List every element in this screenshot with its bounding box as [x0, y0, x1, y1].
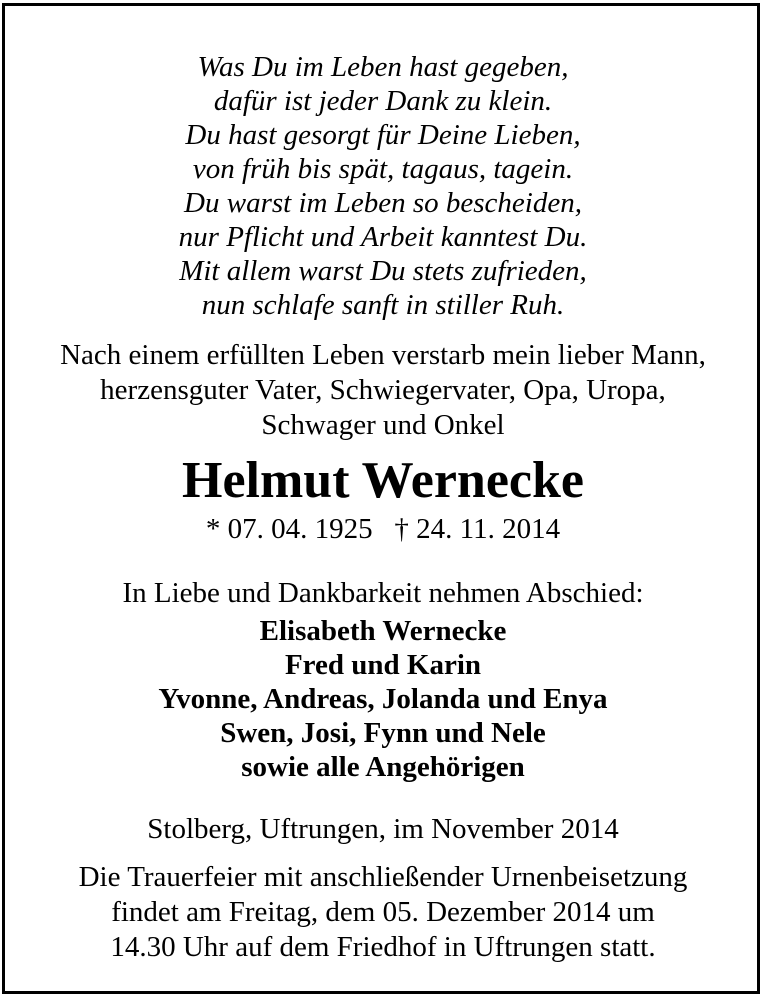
mourner-line: Yvonne, Andreas, Jolanda und Enya — [158, 683, 608, 715]
intro-line: Nach einem erfüllten Leben verstarb mein lieber Mann, — [60, 339, 706, 371]
poem-line: von früh bis spät, tagaus, tagein. — [192, 153, 574, 185]
mourner-line: sowie alle Angehörigen — [241, 751, 525, 783]
intro-line: herzensguter Vater, Schwiegervater, Opa, Uropa, — [100, 374, 666, 406]
poem-line: Du hast gesorgt für Deine Lieben, — [185, 119, 581, 151]
funeral-info-line: 14.30 Uhr auf dem Friedhof in Uftrungen statt. — [110, 931, 656, 963]
deceased-name: Helmut Wernecke — [182, 452, 584, 509]
funeral-info-line: Die Trauerfeier mit anschließender Urnenbeisetzung — [78, 861, 688, 893]
mourner-line: Elisabeth Wernecke — [259, 615, 507, 647]
poem-line: Was Du im Leben hast gegeben, — [197, 51, 569, 83]
mourner-line: Swen, Josi, Fynn und Nele — [220, 717, 546, 749]
poem-line: nur Pflicht und Arbeit kanntest Du. — [178, 221, 588, 253]
life-dates: * 07. 04. 1925 † 24. 11. 2014 — [205, 513, 561, 545]
place-date: Stolberg, Uftrungen, im November 2014 — [147, 813, 619, 845]
poem-line: dafür ist jeder Dank zu klein. — [213, 85, 553, 117]
farewell-intro: In Liebe und Dankbarkeit nehmen Abschied: — [122, 577, 644, 609]
poem-line: Mit allem warst Du stets zufrieden, — [179, 255, 587, 287]
poem-line: Du warst im Leben so bescheiden, — [184, 187, 582, 219]
intro-line: Schwager und Onkel — [261, 409, 505, 441]
funeral-info-line: findet am Freitag, dem 05. Dezember 2014 um — [111, 896, 655, 928]
mourner-line: Fred und Karin — [284, 649, 482, 681]
poem-line: nun schlafe sanft in stiller Ruh. — [201, 289, 565, 321]
